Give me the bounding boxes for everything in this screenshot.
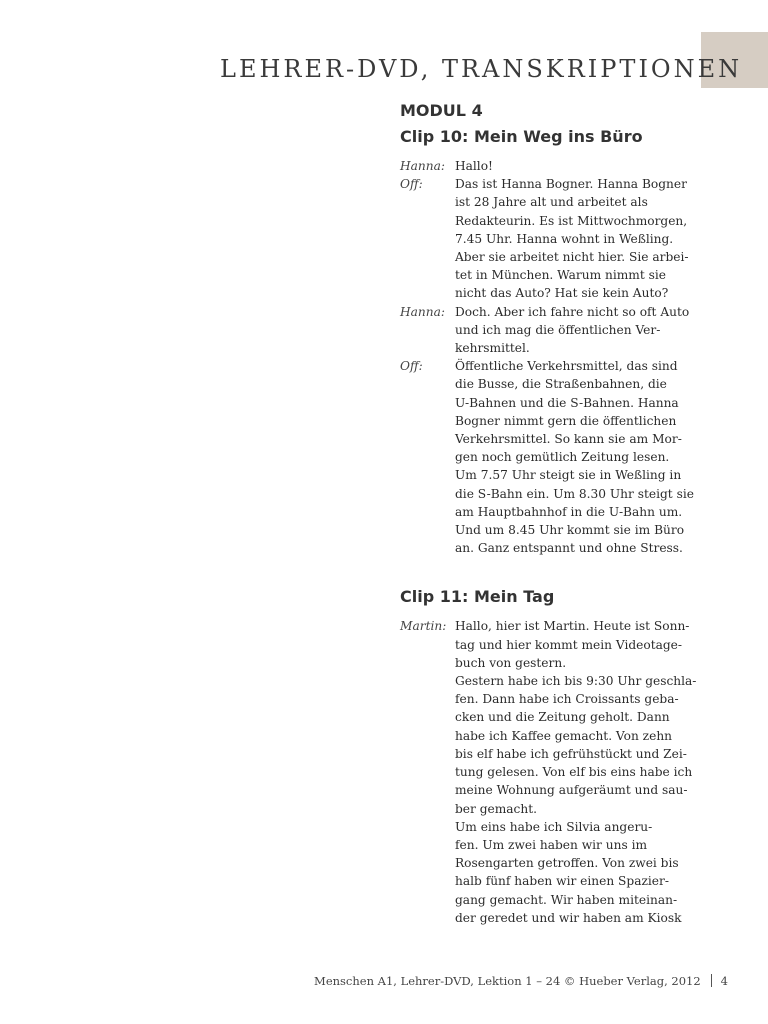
speech-line: Hallo, hier ist Martin. Heute ist Sonn- [455, 619, 690, 634]
clip-11-section [400, 585, 700, 926]
clip-11-dialog [400, 617, 700, 926]
speaker-label: Off: [400, 359, 423, 374]
speech-text [455, 303, 700, 358]
speech-text [455, 617, 700, 926]
speaker-label: Martin: [400, 619, 447, 634]
modul-heading: MODUL 4 [400, 101, 483, 120]
speech-line: an. Ganz entspannt und ohne Stress. [455, 541, 683, 556]
speech-line: fen. Um zwei haben wir uns im [455, 837, 648, 852]
speech-line: Redakteurin. Es ist Mittwochmorgen, [455, 213, 688, 228]
clip-10-title: Clip 10: Mein Weg ins Büro [400, 127, 643, 146]
page-title: LEHRER-DVD, TRANSKRIPTIONEN [220, 55, 743, 83]
speech-line: Hallo! [455, 159, 493, 173]
speaker-label: Hanna: [400, 304, 445, 319]
footer-divider [711, 974, 712, 987]
speech-line: Um eins habe ich Silvia angeru- [455, 819, 653, 834]
speech-text [455, 357, 700, 557]
speech-line: am Hauptbahnhof in die U-Bahn um. [455, 504, 683, 519]
dialog-row [400, 157, 700, 175]
speech-line: die S-Bahn ein. Um 8.30 Uhr steigt sie [455, 486, 694, 501]
speech-line: 7.45 Uhr. Hanna wohnt in Weßling. [455, 231, 674, 246]
speech-line: Verkehrsmittel. So kann sie am Mor- [455, 432, 682, 447]
transcript-content [400, 99, 700, 927]
dialog-row [400, 617, 700, 926]
speech-line: ist 28 Jahre alt und arbeitet als [455, 195, 648, 210]
speech-line: cken und die Zeitung geholt. Dann [455, 710, 670, 725]
speaker-label: Hanna: [400, 159, 445, 173]
clip-11-title: Clip 11: Mein Tag [400, 587, 555, 607]
speech-line: gen noch gemütlich Zeitung lesen. [455, 450, 670, 465]
speech-line: der geredet und wir haben am Kiosk [455, 910, 682, 925]
page-number: 4 [720, 974, 728, 988]
speech-line: Und um 8.45 Uhr kommt sie im Büro [455, 523, 685, 538]
speech-line: Aber sie arbeitet nicht hier. Sie arbei- [455, 250, 689, 265]
speech-line: kehrsmittel. [455, 341, 530, 356]
speech-line: U-Bahnen und die S-Bahnen. Hanna [455, 395, 679, 410]
speech-line: Bogner nimmt gern die öffentlichen [455, 413, 677, 428]
page-footer [314, 974, 728, 988]
speech-line: habe ich Kaffee gemacht. Von zehn [455, 728, 673, 743]
speech-line: halb fünf haben wir einen Spazier- [455, 874, 669, 889]
clip-10-dialog [400, 157, 700, 557]
speech-line: und ich mag die öffentlichen Ver- [455, 322, 661, 337]
speech-line: fen. Dann habe ich Croissants geba- [455, 692, 679, 707]
dialog-row [400, 175, 700, 302]
speech-line: Rosengarten getroffen. Von zwei bis [455, 856, 679, 871]
speech-text [455, 157, 700, 175]
speech-line: bis elf habe ich gefrühstückt und Zei- [455, 746, 687, 761]
speech-line: Gestern habe ich bis 9:30 Uhr geschla- [455, 674, 697, 689]
speech-line: die Busse, die Straßenbahnen, die [455, 377, 667, 392]
speech-line: buch von gestern. [455, 655, 567, 670]
speech-line: Das ist Hanna Bogner. Hanna Bogner [455, 177, 687, 192]
speech-line: Doch. Aber ich fahre nicht so oft Auto [455, 304, 690, 319]
speech-line: ber gemacht. [455, 801, 537, 816]
speech-line: tag und hier kommt mein Videotage- [455, 637, 683, 652]
speaker-label: Off: [400, 177, 423, 192]
speech-line: meine Wohnung aufgeräumt und sau- [455, 783, 688, 798]
dialog-row [400, 357, 700, 557]
speech-line: Öffentliche Verkehrsmittel, das sind [455, 359, 678, 374]
clip-10-section [400, 125, 700, 557]
speech-line: tet in München. Warum nimmt sie [455, 268, 667, 283]
speech-text [455, 175, 700, 302]
speech-line: nicht das Auto? Hat sie kein Auto? [455, 286, 669, 301]
speech-line: tung gelesen. Von elf bis eins habe ich [455, 765, 693, 780]
speech-line: Um 7.57 Uhr steigt sie in Weßling in [455, 468, 682, 483]
speech-line: gang gemacht. Wir haben miteinan- [455, 892, 678, 907]
footer-credit: Menschen A1, Lehrer-DVD, Lektion 1 – 24 © Hueber Verlag, 2012 [314, 974, 701, 988]
dialog-row [400, 303, 700, 358]
